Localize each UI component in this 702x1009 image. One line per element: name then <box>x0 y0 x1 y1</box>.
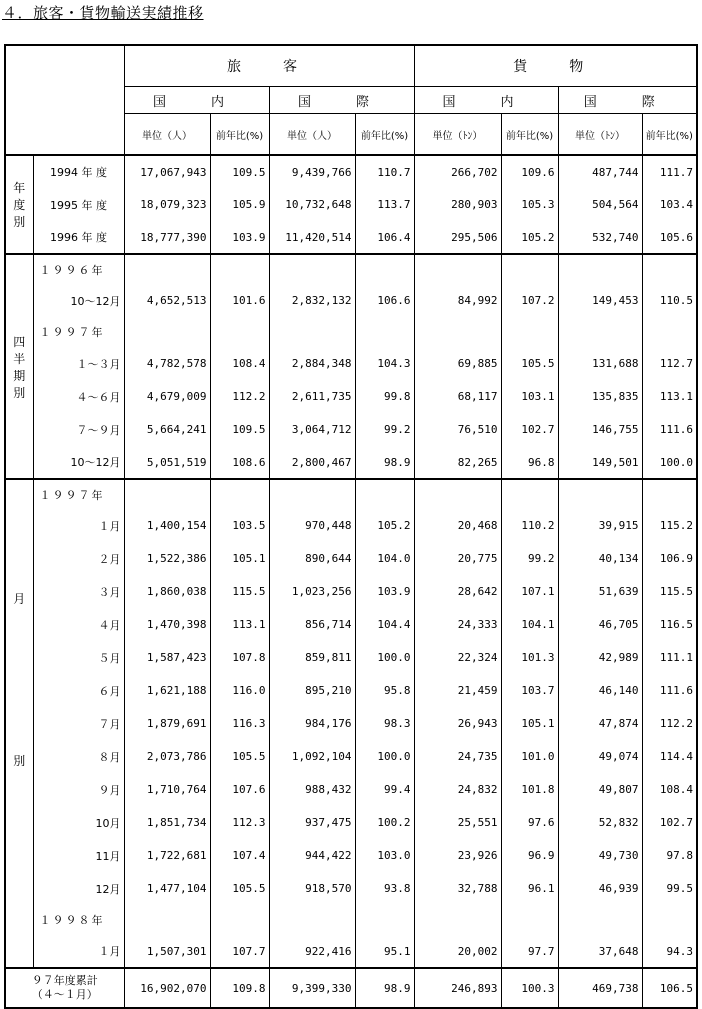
empty-cell <box>642 317 697 347</box>
value-cell: 109.5 <box>210 413 269 446</box>
row-label: １９９８年 <box>33 905 124 935</box>
table-row <box>5 446 697 479</box>
total-label-line1: ９７年度累計 <box>31 974 98 987</box>
value-cell: 101.0 <box>501 740 558 773</box>
value-cell: 2,800,467 <box>269 446 355 479</box>
value-cell: 107.2 <box>501 284 558 317</box>
value-cell: 5,664,241 <box>124 413 210 446</box>
empty-cell <box>355 479 414 509</box>
row-label: １９９７年 <box>33 479 124 509</box>
empty-cell <box>269 317 355 347</box>
value-cell: 532,740 <box>558 221 642 254</box>
value-cell: 1,477,104 <box>124 872 210 905</box>
value-cell: 99.8 <box>355 380 414 413</box>
table-row <box>5 542 697 575</box>
section-label-char: 別 <box>13 754 26 768</box>
value-cell: 1,722,681 <box>124 839 210 872</box>
header-yoy: 前年比(%) <box>355 114 414 156</box>
value-cell: 112.3 <box>210 806 269 839</box>
row-label: １９９６年 <box>33 254 124 284</box>
header-yoy: 前年比(%) <box>642 114 697 156</box>
value-cell: 99.2 <box>501 542 558 575</box>
value-cell: 49,074 <box>558 740 642 773</box>
value-cell: 102.7 <box>642 806 697 839</box>
value-cell: 104.0 <box>355 542 414 575</box>
row-label: ４月 <box>33 608 124 641</box>
row-label: １９９７年 <box>33 317 124 347</box>
value-cell: 102.7 <box>501 413 558 446</box>
total-label <box>5 968 124 1008</box>
value-cell: 105.2 <box>501 221 558 254</box>
value-cell: 2,073,786 <box>124 740 210 773</box>
value-cell: 26,943 <box>414 707 501 740</box>
value-cell: 95.1 <box>355 935 414 968</box>
table-row <box>5 773 697 806</box>
section-label <box>5 254 33 479</box>
value-cell: 103.9 <box>210 221 269 254</box>
total-label-line2: （４～１月） <box>31 988 98 1001</box>
value-cell: 105.6 <box>642 221 697 254</box>
empty-cell <box>269 254 355 284</box>
total-row <box>5 968 697 1008</box>
value-cell: 1,851,734 <box>124 806 210 839</box>
section-label-char: 月 <box>13 592 26 606</box>
table-row <box>5 872 697 905</box>
value-cell: 106.6 <box>355 284 414 317</box>
value-cell: 1,400,154 <box>124 509 210 542</box>
value-cell: 2,832,132 <box>269 284 355 317</box>
row-label: ６月 <box>33 674 124 707</box>
row-label: １月 <box>33 935 124 968</box>
value-cell: 504,564 <box>558 188 642 221</box>
row-label: 10月 <box>33 806 124 839</box>
value-cell: 266,702 <box>414 155 501 188</box>
section-label-char: 四 <box>13 334 26 349</box>
value-cell: 68,117 <box>414 380 501 413</box>
header-passenger-domestic: 国 内 <box>124 87 269 114</box>
table-row <box>5 905 697 935</box>
value-cell: 16,902,070 <box>124 968 210 1008</box>
value-cell: 469,738 <box>558 968 642 1008</box>
empty-cell <box>558 254 642 284</box>
value-cell: 20,002 <box>414 935 501 968</box>
empty-cell <box>558 479 642 509</box>
empty-cell <box>355 254 414 284</box>
value-cell: 42,989 <box>558 641 642 674</box>
empty-cell <box>642 254 697 284</box>
value-cell: 96.1 <box>501 872 558 905</box>
value-cell: 116.0 <box>210 674 269 707</box>
value-cell: 101.3 <box>501 641 558 674</box>
table-row <box>5 221 697 254</box>
value-cell: 37,648 <box>558 935 642 968</box>
value-cell: 104.3 <box>355 347 414 380</box>
table-row <box>5 380 697 413</box>
value-cell: 46,705 <box>558 608 642 641</box>
value-cell: 113.1 <box>210 608 269 641</box>
value-cell: 116.3 <box>210 707 269 740</box>
value-cell: 112.2 <box>642 707 697 740</box>
table-row <box>5 254 697 284</box>
value-cell: 97.7 <box>501 935 558 968</box>
value-cell: 103.4 <box>642 188 697 221</box>
value-cell: 115.2 <box>642 509 697 542</box>
row-label: ２月 <box>33 542 124 575</box>
value-cell: 103.7 <box>501 674 558 707</box>
row-label: ４～６月 <box>33 380 124 413</box>
value-cell: 32,788 <box>414 872 501 905</box>
value-cell: 20,468 <box>414 509 501 542</box>
value-cell: 856,714 <box>269 608 355 641</box>
value-cell: 110.2 <box>501 509 558 542</box>
value-cell: 4,679,009 <box>124 380 210 413</box>
value-cell: 99.5 <box>642 872 697 905</box>
table-row <box>5 317 697 347</box>
table-row <box>5 935 697 968</box>
section-label <box>5 479 33 968</box>
value-cell: 52,832 <box>558 806 642 839</box>
empty-cell <box>558 317 642 347</box>
value-cell: 111.7 <box>642 155 697 188</box>
empty-cell <box>642 479 697 509</box>
value-cell: 1,621,188 <box>124 674 210 707</box>
value-cell: 49,807 <box>558 773 642 806</box>
empty-cell <box>414 317 501 347</box>
section-label-char: 別 <box>13 385 26 400</box>
value-cell: 107.4 <box>210 839 269 872</box>
value-cell: 24,735 <box>414 740 501 773</box>
value-cell: 105.1 <box>210 542 269 575</box>
row-label: 1995 年 度 <box>33 188 124 221</box>
empty-cell <box>501 317 558 347</box>
table-row <box>5 347 697 380</box>
value-cell: 859,811 <box>269 641 355 674</box>
value-cell: 28,642 <box>414 575 501 608</box>
table-row <box>5 740 697 773</box>
value-cell: 988,432 <box>269 773 355 806</box>
table-row <box>5 188 697 221</box>
value-cell: 918,570 <box>269 872 355 905</box>
value-cell: 111.1 <box>642 641 697 674</box>
value-cell: 280,903 <box>414 188 501 221</box>
value-cell: 112.2 <box>210 380 269 413</box>
value-cell: 18,777,390 <box>124 221 210 254</box>
value-cell: 10,732,648 <box>269 188 355 221</box>
value-cell: 99.4 <box>355 773 414 806</box>
value-cell: 487,744 <box>558 155 642 188</box>
row-label: １月 <box>33 509 124 542</box>
value-cell: 295,506 <box>414 221 501 254</box>
value-cell: 108.4 <box>210 347 269 380</box>
value-cell: 99.2 <box>355 413 414 446</box>
table-row <box>5 509 697 542</box>
value-cell: 24,333 <box>414 608 501 641</box>
empty-cell <box>124 905 210 935</box>
row-label: 10～12月 <box>33 284 124 317</box>
value-cell: 110.5 <box>642 284 697 317</box>
table-row <box>5 155 697 188</box>
value-cell: 95.8 <box>355 674 414 707</box>
empty-cell <box>210 479 269 509</box>
empty-cell <box>210 254 269 284</box>
row-label: 1994 年 度 <box>33 155 124 188</box>
section-label-char: 別 <box>13 215 26 229</box>
value-cell: 107.8 <box>210 641 269 674</box>
value-cell: 100.0 <box>642 446 697 479</box>
header-unit-ton: 単位（ﾄﾝ） <box>558 114 642 156</box>
value-cell: 47,874 <box>558 707 642 740</box>
value-cell: 970,448 <box>269 509 355 542</box>
value-cell: 111.6 <box>642 674 697 707</box>
row-label: ５月 <box>33 641 124 674</box>
value-cell: 109.6 <box>501 155 558 188</box>
value-cell: 105.1 <box>501 707 558 740</box>
empty-cell <box>642 905 697 935</box>
empty-cell <box>124 479 210 509</box>
value-cell: 112.7 <box>642 347 697 380</box>
value-cell: 17,067,943 <box>124 155 210 188</box>
empty-cell <box>501 905 558 935</box>
value-cell: 100.2 <box>355 806 414 839</box>
value-cell: 39,915 <box>558 509 642 542</box>
row-label: ９月 <box>33 773 124 806</box>
value-cell: 100.3 <box>501 968 558 1008</box>
table-row <box>5 674 697 707</box>
table-row <box>5 575 697 608</box>
value-cell: 944,422 <box>269 839 355 872</box>
value-cell: 24,832 <box>414 773 501 806</box>
table-body <box>5 155 697 1008</box>
value-cell: 40,134 <box>558 542 642 575</box>
value-cell: 98.9 <box>355 968 414 1008</box>
value-cell: 21,459 <box>414 674 501 707</box>
row-label: 10～12月 <box>33 446 124 479</box>
value-cell: 96.9 <box>501 839 558 872</box>
value-cell: 103.0 <box>355 839 414 872</box>
value-cell: 105.5 <box>210 872 269 905</box>
value-cell: 113.1 <box>642 380 697 413</box>
value-cell: 106.9 <box>642 542 697 575</box>
value-cell: 105.5 <box>501 347 558 380</box>
value-cell: 246,893 <box>414 968 501 1008</box>
value-cell: 101.6 <box>210 284 269 317</box>
value-cell: 2,884,348 <box>269 347 355 380</box>
row-label: 11月 <box>33 839 124 872</box>
value-cell: 106.5 <box>642 968 697 1008</box>
value-cell: 100.0 <box>355 641 414 674</box>
value-cell: 5,051,519 <box>124 446 210 479</box>
row-label: 1996 年 度 <box>33 221 124 254</box>
value-cell: 100.0 <box>355 740 414 773</box>
value-cell: 9,399,330 <box>269 968 355 1008</box>
section-label-char: 年 <box>13 181 26 195</box>
section-label-char: 期 <box>13 368 26 383</box>
empty-cell <box>355 905 414 935</box>
value-cell: 149,453 <box>558 284 642 317</box>
value-cell: 107.6 <box>210 773 269 806</box>
empty-cell <box>558 905 642 935</box>
value-cell: 116.5 <box>642 608 697 641</box>
empty-cell <box>414 254 501 284</box>
page-title: ４．旅客・貨物輸送実績推移 <box>2 4 204 22</box>
value-cell: 1,522,386 <box>124 542 210 575</box>
value-cell: 101.8 <box>501 773 558 806</box>
value-cell: 84,992 <box>414 284 501 317</box>
empty-cell <box>269 479 355 509</box>
value-cell: 937,475 <box>269 806 355 839</box>
row-label: ７～９月 <box>33 413 124 446</box>
value-cell: 105.9 <box>210 188 269 221</box>
value-cell: 113.7 <box>355 188 414 221</box>
value-cell: 108.6 <box>210 446 269 479</box>
empty-cell <box>414 905 501 935</box>
header-cargo: 貨 物 <box>414 45 697 87</box>
header-yoy: 前年比(%) <box>210 114 269 156</box>
header-cargo-domestic: 国 内 <box>414 87 558 114</box>
empty-cell <box>210 317 269 347</box>
value-cell: 111.6 <box>642 413 697 446</box>
empty-cell <box>269 905 355 935</box>
value-cell: 922,416 <box>269 935 355 968</box>
row-label: ８月 <box>33 740 124 773</box>
value-cell: 106.4 <box>355 221 414 254</box>
value-cell: 115.5 <box>642 575 697 608</box>
value-cell: 1,587,423 <box>124 641 210 674</box>
section-label-char: 度 <box>13 198 26 212</box>
header-passenger: 旅 客 <box>124 45 414 87</box>
row-label: ７月 <box>33 707 124 740</box>
value-cell: 107.7 <box>210 935 269 968</box>
value-cell: 1,879,691 <box>124 707 210 740</box>
value-cell: 4,782,578 <box>124 347 210 380</box>
value-cell: 890,644 <box>269 542 355 575</box>
header-unit-ton: 単位（ﾄﾝ） <box>414 114 501 156</box>
value-cell: 69,885 <box>414 347 501 380</box>
value-cell: 109.5 <box>210 155 269 188</box>
empty-cell <box>210 905 269 935</box>
value-cell: 1,470,398 <box>124 608 210 641</box>
value-cell: 22,324 <box>414 641 501 674</box>
empty-cell <box>124 317 210 347</box>
value-cell: 110.7 <box>355 155 414 188</box>
value-cell: 1,710,764 <box>124 773 210 806</box>
section-label <box>5 155 33 254</box>
value-cell: 104.4 <box>355 608 414 641</box>
value-cell: 105.2 <box>355 509 414 542</box>
corner-cell <box>5 45 124 155</box>
empty-cell <box>124 254 210 284</box>
value-cell: 46,140 <box>558 674 642 707</box>
table-row <box>5 707 697 740</box>
value-cell: 114.4 <box>642 740 697 773</box>
value-cell: 46,939 <box>558 872 642 905</box>
value-cell: 4,652,513 <box>124 284 210 317</box>
value-cell: 149,501 <box>558 446 642 479</box>
value-cell: 11,420,514 <box>269 221 355 254</box>
empty-cell <box>414 479 501 509</box>
value-cell: 51,639 <box>558 575 642 608</box>
value-cell: 9,439,766 <box>269 155 355 188</box>
empty-cell <box>355 317 414 347</box>
value-cell: 1,507,301 <box>124 935 210 968</box>
value-cell: 23,926 <box>414 839 501 872</box>
section-label-char: 半 <box>13 351 26 366</box>
value-cell: 109.8 <box>210 968 269 1008</box>
value-cell: 1,023,256 <box>269 575 355 608</box>
row-label: ３月 <box>33 575 124 608</box>
table-row <box>5 284 697 317</box>
empty-cell <box>501 479 558 509</box>
empty-cell <box>501 254 558 284</box>
value-cell: 105.3 <box>501 188 558 221</box>
value-cell: 108.4 <box>642 773 697 806</box>
table-row <box>5 479 697 509</box>
value-cell: 105.5 <box>210 740 269 773</box>
transport-results-table <box>4 44 698 1009</box>
value-cell: 984,176 <box>269 707 355 740</box>
value-cell: 146,755 <box>558 413 642 446</box>
value-cell: 97.8 <box>642 839 697 872</box>
table-row <box>5 608 697 641</box>
value-cell: 895,210 <box>269 674 355 707</box>
value-cell: 82,265 <box>414 446 501 479</box>
value-cell: 96.8 <box>501 446 558 479</box>
value-cell: 94.3 <box>642 935 697 968</box>
value-cell: 2,611,735 <box>269 380 355 413</box>
value-cell: 76,510 <box>414 413 501 446</box>
value-cell: 115.5 <box>210 575 269 608</box>
value-cell: 135,835 <box>558 380 642 413</box>
value-cell: 97.6 <box>501 806 558 839</box>
value-cell: 3,064,712 <box>269 413 355 446</box>
value-cell: 107.1 <box>501 575 558 608</box>
value-cell: 98.9 <box>355 446 414 479</box>
value-cell: 1,092,104 <box>269 740 355 773</box>
value-cell: 20,775 <box>414 542 501 575</box>
value-cell: 131,688 <box>558 347 642 380</box>
table-row <box>5 413 697 446</box>
value-cell: 18,079,323 <box>124 188 210 221</box>
value-cell: 103.1 <box>501 380 558 413</box>
value-cell: 49,730 <box>558 839 642 872</box>
value-cell: 103.5 <box>210 509 269 542</box>
table-row <box>5 839 697 872</box>
header-yoy: 前年比(%) <box>501 114 558 156</box>
header-passenger-international: 国 際 <box>269 87 414 114</box>
header-unit-person: 単位（人） <box>269 114 355 156</box>
row-label: １～３月 <box>33 347 124 380</box>
table-row <box>5 806 697 839</box>
value-cell: 103.9 <box>355 575 414 608</box>
value-cell: 104.1 <box>501 608 558 641</box>
row-label: 12月 <box>33 872 124 905</box>
value-cell: 25,551 <box>414 806 501 839</box>
value-cell: 93.8 <box>355 872 414 905</box>
header-unit-person: 単位（人） <box>124 114 210 156</box>
header-cargo-international: 国 際 <box>558 87 697 114</box>
table-row <box>5 641 697 674</box>
value-cell: 98.3 <box>355 707 414 740</box>
value-cell: 1,860,038 <box>124 575 210 608</box>
